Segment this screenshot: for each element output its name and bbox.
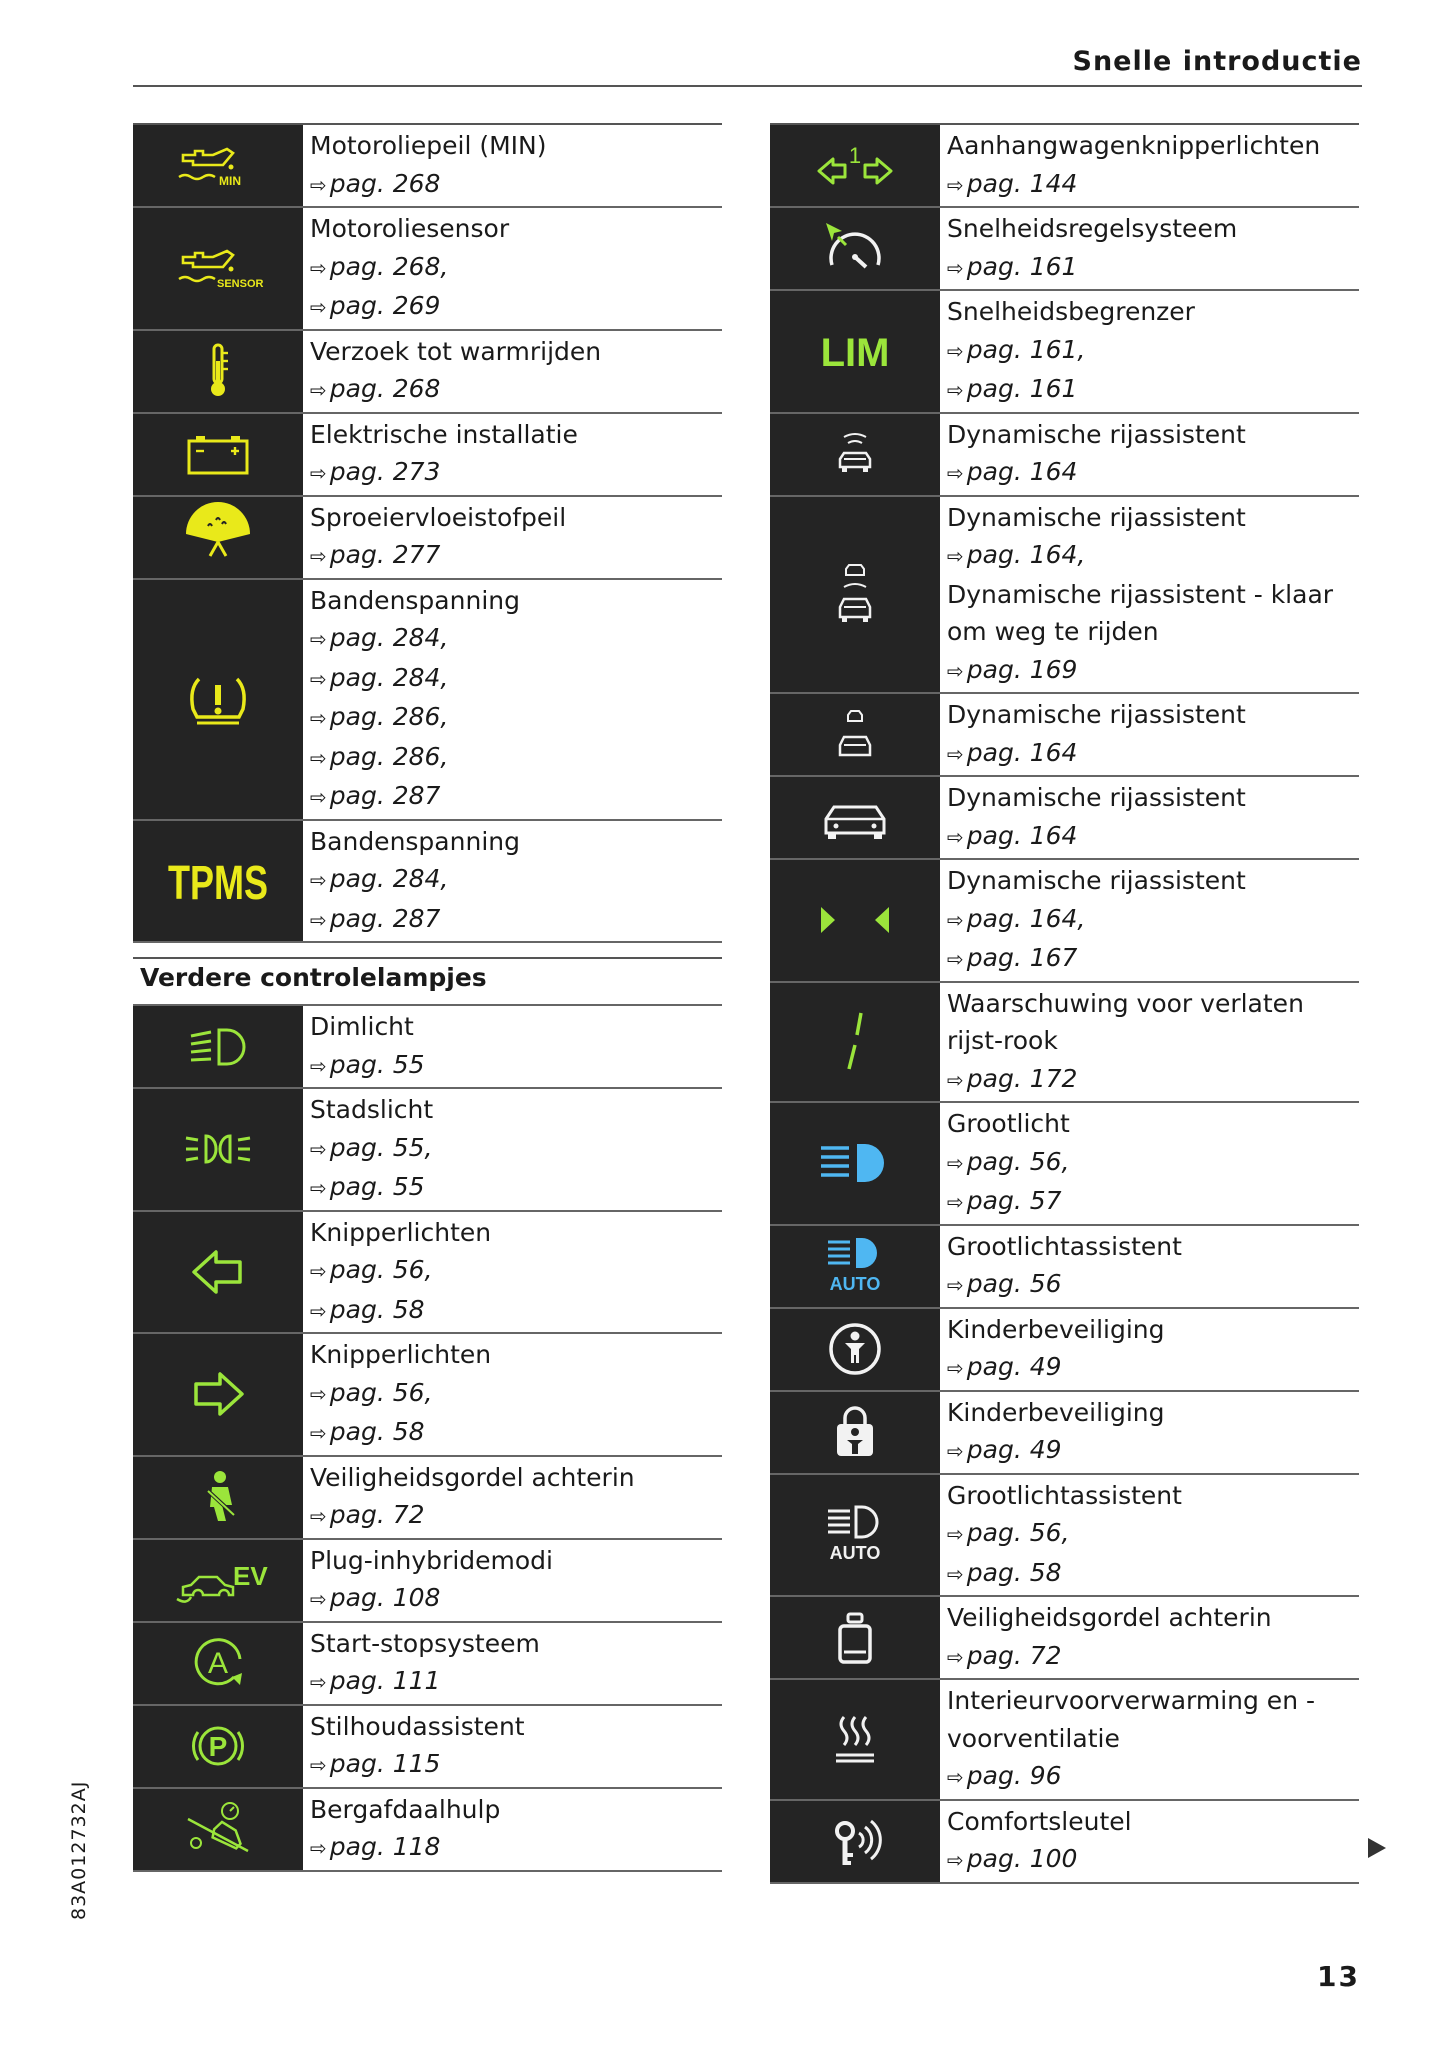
page-reference-text: pag. 164, (966, 540, 1086, 569)
reference-arrow-icon: ⇨ (310, 868, 327, 892)
description-cell (303, 1540, 722, 1621)
lane-departure-icon (770, 983, 940, 1102)
table-row (770, 860, 1359, 983)
reference-arrow-icon: ⇨ (310, 378, 327, 402)
page-reference[interactable] (310, 1291, 722, 1331)
table-row (133, 1789, 722, 1872)
page-reference[interactable] (947, 939, 1359, 979)
page-reference-text: pag. 268 (329, 168, 441, 198)
table-row (770, 1597, 1359, 1680)
description-cell (303, 1006, 722, 1087)
lamp-label: Snelheidsbegrenzer (947, 297, 1195, 326)
table-row (770, 1309, 1359, 1392)
description-cell (940, 208, 1359, 289)
description-cell (303, 580, 722, 819)
lamp-label: Grootlicht (947, 1109, 1070, 1138)
page-reference-text: pag. 56, (966, 1518, 1070, 1547)
page-reference-text: pag. 72 (329, 1500, 425, 1529)
page-reference[interactable] (310, 453, 722, 493)
description-cell (940, 1226, 1359, 1307)
reference-arrow-icon: ⇨ (310, 1753, 327, 1777)
description-cell (303, 208, 722, 329)
table-row (133, 1334, 722, 1457)
page-reference-text: pag. 55 (329, 1172, 425, 1201)
right-column (770, 123, 1359, 1884)
page-reference[interactable] (947, 1265, 1359, 1305)
icon-label: AUTO (829, 1542, 881, 1563)
page-reference-text: pag. 56, (329, 1255, 433, 1284)
lamp-label: Grootlichtassistent (947, 1480, 1182, 1510)
description-cell (303, 1457, 722, 1538)
page-reference-text: pag. 56, (329, 1377, 433, 1407)
description-cell (303, 1334, 722, 1455)
page-reference-text: pag. 49 (966, 1435, 1062, 1464)
ev-mode-icon (133, 1540, 303, 1621)
table-row (133, 1089, 722, 1212)
lamp-label: Knipperlichten (310, 1217, 492, 1247)
page-reference[interactable] (310, 860, 722, 900)
lamp-label: Aanhangwagenknipperlichten (947, 131, 1321, 160)
reference-arrow-icon: ⇨ (310, 1298, 327, 1323)
car-radar-icon (770, 414, 940, 495)
page-reference-text: pag. 287 (329, 903, 441, 933)
page-reference[interactable] (310, 165, 722, 205)
description-cell (303, 331, 722, 412)
description-cell (303, 1212, 722, 1333)
page-reference-text: pag. 118 (329, 1832, 441, 1861)
table-row (770, 1801, 1359, 1884)
page-reference[interactable] (947, 453, 1359, 493)
description-cell (940, 777, 1359, 858)
lamp-label: Dynamische rijassistent (947, 866, 1246, 895)
page-reference-text: pag. 58 (329, 1417, 425, 1446)
page-reference[interactable] (947, 370, 1359, 410)
description-cell (940, 860, 1359, 981)
trailer-indicator-icon (770, 125, 940, 206)
page-reference[interactable] (310, 248, 722, 288)
table-row (133, 1706, 722, 1789)
lamp-label: Motoroliesensor (310, 214, 510, 243)
indicator-lights-table (133, 1006, 722, 1872)
lamp-label: Elektrische installatie (310, 419, 578, 449)
page-reference[interactable] (947, 1060, 1359, 1100)
description-cell (940, 1309, 1359, 1390)
lamp-label: Dynamische rijassistent (947, 419, 1246, 449)
reference-arrow-icon: ⇨ (947, 544, 964, 568)
icon-label: 1 (848, 142, 862, 168)
reference-arrow-icon: ⇨ (947, 1765, 964, 1789)
comfort-key-icon (770, 1801, 940, 1882)
lamp-label-extra: Dynamische rijassistent - klaar om weg te rijden (947, 579, 1334, 646)
page-reference[interactable] (947, 651, 1359, 691)
reference-arrow-icon: ⇨ (310, 1504, 327, 1528)
reference-arrow-icon: ⇨ (310, 461, 327, 485)
lamp-label: Veiligheidsgordel achterin (947, 1603, 1272, 1632)
page-reference-text: pag. 277 (329, 540, 441, 569)
table-row (133, 125, 722, 208)
reference-arrow-icon: ⇨ (947, 1439, 964, 1463)
oil-min-icon (133, 125, 303, 206)
reference-arrow-icon: ⇨ (310, 1053, 327, 1078)
reference-arrow-icon: ⇨ (310, 745, 327, 770)
table-row (770, 694, 1359, 777)
page-reference-text: pag. 56, (966, 1146, 1070, 1176)
reference-arrow-icon: ⇨ (947, 1522, 964, 1546)
page-reference-text: pag. 72 (966, 1640, 1062, 1670)
reference-arrow-icon: ⇨ (310, 1136, 327, 1161)
lamp-label: Kinderbeveiliging (947, 1397, 1165, 1427)
reference-arrow-icon: ⇨ (310, 907, 327, 932)
lamp-label: Veiligheidsgordel achterin (310, 1462, 635, 1492)
page-number: 13 (1317, 1960, 1360, 1993)
description-cell (303, 414, 722, 495)
reference-arrow-icon: ⇨ (947, 378, 964, 402)
header-rule (133, 85, 1362, 87)
low-beam-icon (133, 1006, 303, 1087)
page-reference[interactable] (310, 536, 722, 576)
table-row (770, 1680, 1359, 1801)
oil-sensor-icon (133, 208, 303, 329)
page-reference[interactable] (310, 1662, 722, 1702)
icon-label: SENSOR (217, 278, 264, 291)
speed-limiter-icon (770, 291, 940, 412)
reference-arrow-icon: ⇨ (947, 172, 964, 197)
reference-arrow-icon: ⇨ (947, 1644, 964, 1669)
page-reference[interactable] (310, 1168, 722, 1208)
reference-arrow-icon: ⇨ (947, 947, 964, 971)
page-reference[interactable] (947, 817, 1359, 857)
page-reference-text: pag. 96 (966, 1761, 1062, 1790)
page-reference-text: pag. 286, (329, 702, 449, 731)
description-cell (940, 1392, 1359, 1473)
page-reference[interactable] (947, 1182, 1359, 1222)
reference-arrow-icon: ⇨ (947, 461, 964, 485)
lamp-label: Dynamische rijassistent (947, 700, 1246, 729)
reference-arrow-icon: ⇨ (947, 741, 964, 766)
page-reference[interactable] (947, 900, 1359, 940)
table-row (133, 821, 722, 944)
table-row (133, 1540, 722, 1623)
table-row (133, 414, 722, 497)
high-beam-auto-white-icon (770, 1475, 940, 1596)
page-reference[interactable] (947, 331, 1359, 371)
description-cell (940, 497, 1359, 693)
reference-arrow-icon: ⇨ (310, 544, 327, 568)
description-cell (940, 983, 1359, 1102)
lamp-label: Bandenspanning (310, 826, 520, 856)
reference-arrow-icon: ⇨ (310, 706, 327, 730)
page-reference[interactable] (947, 1348, 1359, 1388)
table-row (133, 1006, 722, 1089)
cruise-control-icon (770, 208, 940, 289)
description-cell (940, 1801, 1359, 1882)
turn-right-icon (133, 1334, 303, 1455)
tpms-icon (133, 821, 303, 942)
page-reference-text: pag. 56 (966, 1269, 1062, 1298)
page-reference-text: pag. 273 (329, 457, 441, 486)
reference-arrow-icon: ⇨ (947, 907, 964, 932)
reference-arrow-icon: ⇨ (947, 1356, 964, 1380)
page-reference[interactable] (310, 370, 722, 410)
page-reference-text: pag. 284, (329, 662, 449, 692)
tire-pressure-icon (133, 580, 303, 819)
page-reference[interactable] (310, 1129, 722, 1169)
page-reference-text: pag. 286, (329, 741, 449, 771)
warning-lights-table (133, 123, 722, 943)
page-reference[interactable] (310, 1374, 722, 1414)
icon-label: P (208, 1731, 228, 1762)
page-reference-text: pag. 287 (329, 781, 441, 810)
reference-arrow-icon: ⇨ (310, 627, 327, 651)
lamp-label: Knipperlichten (310, 1340, 492, 1369)
lamp-label: Sproeiervloeistofpeil (310, 502, 567, 532)
reference-arrow-icon: ⇨ (947, 1273, 964, 1297)
page-reference-text: pag. 268 (329, 374, 441, 403)
page-reference[interactable] (310, 1251, 722, 1291)
description-cell (940, 414, 1359, 495)
car-front-icon (770, 777, 940, 858)
lamp-label: Dynamische rijassistent (947, 502, 1246, 532)
description-cell (940, 1680, 1359, 1799)
icon-label: LIM (820, 331, 890, 376)
description-cell (303, 1623, 722, 1704)
lamp-label: Grootlichtassistent (947, 1231, 1182, 1261)
icon-label: TPMS (168, 856, 268, 910)
reference-arrow-icon: ⇨ (310, 1176, 327, 1200)
hold-assist-icon (133, 1706, 303, 1787)
car-follow-icon (770, 497, 940, 693)
reference-arrow-icon: ⇨ (310, 1381, 327, 1406)
page-reference-text: pag. 115 (329, 1749, 441, 1778)
icon-label: EV (233, 1561, 268, 1591)
lamp-label: Interieurvoorverwarming en -voorventilatie (947, 1686, 1316, 1753)
lamp-label: Motoroliepeil (MIN) (310, 131, 547, 160)
description-cell (303, 1789, 722, 1870)
parking-light-icon (133, 1089, 303, 1210)
description-cell (303, 125, 722, 206)
page-reference-text: pag. 57 (966, 1186, 1062, 1215)
page-reference[interactable] (947, 248, 1359, 288)
description-cell (940, 1597, 1359, 1678)
page-reference[interactable] (310, 659, 722, 699)
section-title: Verdere controlelampjes (133, 957, 722, 1006)
icon-label: MIN (219, 173, 241, 188)
page-reference[interactable] (947, 1840, 1359, 1880)
reference-arrow-icon: ⇨ (310, 295, 327, 319)
lamp-label: Kinderbeveiliging (947, 1314, 1165, 1344)
hill-descent-icon (133, 1789, 303, 1870)
reference-arrow-icon: ⇨ (310, 1836, 327, 1860)
table-row (770, 414, 1359, 497)
page-reference-text: pag. 55, (329, 1132, 433, 1162)
page-reference-text: pag. 55 (329, 1049, 425, 1079)
table-row (133, 331, 722, 414)
icon-label: AUTO (829, 1274, 881, 1294)
washer-fluid-icon (133, 497, 303, 578)
left-column (133, 123, 722, 1872)
reference-arrow-icon: ⇨ (310, 172, 327, 197)
lamp-label: Verzoek tot warmrijden (310, 336, 602, 366)
lamp-label: Waarschuwing voor verlaten rijst-rook (947, 988, 1304, 1055)
page-reference[interactable] (947, 1637, 1359, 1677)
reference-arrow-icon: ⇨ (310, 1421, 327, 1445)
description-cell (940, 694, 1359, 775)
page-reference-text: pag. 161 (966, 251, 1078, 281)
page-reference-text: pag. 144 (966, 168, 1078, 198)
page-reference[interactable] (947, 734, 1359, 774)
header-title: Snelle introductie (1072, 46, 1362, 77)
table-row (770, 1226, 1359, 1309)
lamp-label: Stadslicht (310, 1095, 434, 1124)
lamp-label: Bergafdaalhulp (310, 1794, 501, 1824)
page-reference-text: pag. 169 (966, 654, 1078, 684)
lamp-label: Stilhoudassistent (310, 1711, 525, 1741)
table-row (770, 291, 1359, 414)
page-reference-text: pag. 269 (329, 291, 441, 320)
reference-arrow-icon: ⇨ (310, 785, 327, 809)
interior-heating-icon (770, 1680, 940, 1799)
page-reference-text: pag. 58 (329, 1294, 425, 1324)
start-stop-icon (133, 1623, 303, 1704)
page-reference[interactable] (310, 1745, 722, 1785)
table-row (770, 1103, 1359, 1226)
page-reference[interactable] (947, 1757, 1359, 1797)
reference-arrow-icon: ⇨ (947, 1848, 964, 1872)
page-reference-text: pag. 108 (329, 1583, 441, 1612)
page-reference[interactable] (947, 1431, 1359, 1471)
page-reference[interactable] (947, 1514, 1359, 1554)
page-reference[interactable] (310, 619, 722, 659)
icon-label: A (207, 1647, 229, 1680)
next-page-arrow-icon[interactable] (1368, 1838, 1386, 1858)
page-reference-text: pag. 284, (329, 864, 449, 893)
page-reference-text: pag. 164, (966, 903, 1086, 933)
page-reference[interactable] (310, 1496, 722, 1536)
reference-arrow-icon: ⇨ (947, 338, 964, 363)
description-cell (303, 1089, 722, 1210)
page-reference[interactable] (310, 287, 722, 327)
reference-arrow-icon: ⇨ (310, 255, 327, 280)
table-row (770, 497, 1359, 695)
page-reference[interactable] (310, 698, 722, 738)
reference-arrow-icon: ⇨ (947, 824, 964, 849)
reference-arrow-icon: ⇨ (310, 1670, 327, 1694)
battery-icon (133, 414, 303, 495)
page-reference[interactable] (947, 165, 1359, 205)
page-reference[interactable] (310, 738, 722, 778)
table-row (770, 983, 1359, 1104)
page-reference[interactable] (310, 777, 722, 817)
description-cell (940, 1475, 1359, 1596)
page-reference-text: pag. 164 (966, 737, 1078, 767)
table-row (770, 1475, 1359, 1598)
description-cell (940, 1103, 1359, 1224)
car-distance-icon (770, 694, 940, 775)
description-cell (303, 821, 722, 942)
page-reference[interactable] (310, 1046, 722, 1086)
reference-arrow-icon: ⇨ (947, 658, 964, 683)
table-row (133, 497, 722, 580)
page-reference[interactable] (310, 1579, 722, 1619)
page-reference[interactable] (947, 1143, 1359, 1183)
thermometer-icon (133, 331, 303, 412)
table-row (770, 1392, 1359, 1475)
table-row (770, 777, 1359, 860)
page-reference[interactable] (947, 536, 1359, 576)
page-reference-text: pag. 164 (966, 820, 1078, 850)
page-reference-text: pag. 100 (966, 1844, 1078, 1873)
child-safety-icon (770, 1309, 940, 1390)
page-reference-text: pag. 167 (966, 943, 1078, 972)
lamp-label: Start-stopsysteem (310, 1628, 540, 1658)
reference-arrow-icon: ⇨ (310, 666, 327, 691)
lamp-label: Dimlicht (310, 1012, 414, 1041)
table-row (770, 125, 1359, 208)
page-reference[interactable] (310, 1828, 722, 1868)
table-row (133, 1457, 722, 1540)
table-row (770, 208, 1359, 291)
reference-arrow-icon: ⇨ (947, 1067, 964, 1092)
reference-arrow-icon: ⇨ (947, 1561, 964, 1586)
page-reference-text: pag. 58 (966, 1557, 1062, 1587)
seatbelt-icon (133, 1457, 303, 1538)
page-reference-text: pag. 111 (329, 1666, 441, 1695)
reference-arrow-icon: ⇨ (310, 1259, 327, 1283)
reference-arrow-icon: ⇨ (947, 1190, 964, 1214)
lamp-label: Snelheidsregelsysteem (947, 214, 1238, 243)
page-reference-text: pag. 284, (329, 623, 449, 652)
turn-left-icon (133, 1212, 303, 1333)
reference-arrow-icon: ⇨ (310, 1587, 327, 1611)
lamp-label: Dynamische rijassistent (947, 783, 1246, 812)
table-row (133, 208, 722, 331)
page-reference-text: pag. 164 (966, 457, 1078, 486)
reference-arrow-icon: ⇨ (947, 255, 964, 280)
reference-arrow-icon: ⇨ (947, 1150, 964, 1175)
page-reference-text: pag. 161 (966, 374, 1078, 403)
page-reference[interactable] (310, 900, 722, 940)
page-reference-text: pag. 49 (966, 1352, 1062, 1381)
rear-seatbelt-icon (770, 1597, 940, 1678)
description-cell (940, 291, 1359, 412)
lamp-label: Bandenspanning (310, 585, 520, 615)
page-reference-text: pag. 161, (966, 334, 1086, 364)
table-row (133, 1212, 722, 1335)
lamp-label: Comfortsleutel (947, 1806, 1132, 1836)
description-cell (303, 1706, 722, 1787)
table-row (133, 1623, 722, 1706)
page-reference-text: pag. 172 (966, 1063, 1078, 1093)
page-reference[interactable] (310, 1413, 722, 1453)
lamp-label: Plug-inhybridemodi (310, 1545, 553, 1575)
child-lock-icon (770, 1392, 940, 1473)
page-reference[interactable] (947, 1554, 1359, 1594)
page-reference-text: pag. 268, (329, 251, 449, 281)
high-beam-icon (770, 1103, 940, 1224)
document-code: 83A012732AJ (68, 1780, 90, 1920)
lane-triangles-icon (770, 860, 940, 981)
description-cell (303, 497, 722, 578)
description-cell (940, 125, 1359, 206)
high-beam-auto-blue-icon (770, 1226, 940, 1307)
assist-lights-table (770, 123, 1359, 1884)
table-row (133, 580, 722, 821)
